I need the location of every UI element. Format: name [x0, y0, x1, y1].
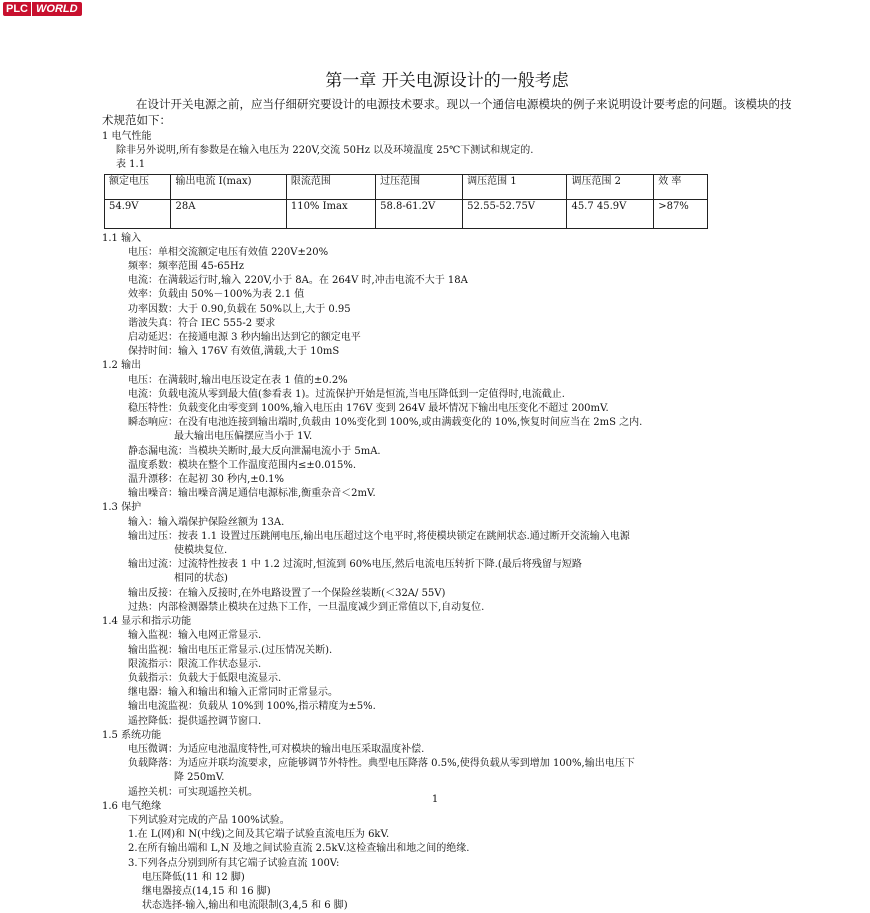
- table-cell: 45.7 45.9V: [567, 199, 654, 228]
- output-spec-line: 静态漏电流：当模块关断时,最大反向泄漏电流小于 5mA.: [128, 445, 381, 457]
- input-spec-line: 效率：负载由 50%－100%为表 2.1 值: [128, 289, 305, 301]
- section-1-note: 除非另外说明,所有参数是在输入电压为 220V,交流 50Hz 以及环境温度 25℃下测试和规定的.: [116, 145, 534, 157]
- section-1-6-heading: 1.6 电气绝缘: [102, 800, 162, 812]
- table-row: [105, 199, 708, 228]
- input-spec-line: 电流：在满载运行时,输入 220V,小于 8A。在 264V 时,冲击电流不大于 18A: [128, 275, 468, 287]
- output-spec-line: 电流：负载电流从零到最大值(参看表 1)。过流保护开始是恒流,当电压降低到一定值得时,电流截止.: [128, 388, 565, 400]
- document-page: [102, 70, 792, 913]
- input-spec-line: 启动延迟：在接通电源 3 秒内输出达到它的额定电平: [128, 332, 361, 344]
- input-spec-line: 频率：频率范围 45-65Hz: [128, 261, 244, 273]
- insulation-spec-line: 2.在所有输出端和 L,N 及地之间试验直流 2.5kV.这检查输出和地之间的绝缘.: [128, 843, 470, 855]
- table-header: 限流范围: [286, 174, 375, 199]
- table-caption: 表 1.1: [116, 159, 146, 171]
- table-cell: >87%: [654, 199, 708, 228]
- insulation-test-point: 状态选择-输入,输出和电流限制(3,4,5 和 6 脚): [142, 900, 348, 912]
- section-1-4-heading: 1.4 显示和指示功能: [102, 616, 192, 628]
- section-1-5-heading: 1.5 系统功能: [102, 729, 162, 741]
- table-header: 调压范围 2: [567, 174, 654, 199]
- plcworld-logo: [3, 2, 82, 16]
- system-spec-line: 遥控关机：可实现遥控关机。: [128, 786, 258, 798]
- input-spec-line: 保持时间：输入 176V 有效值,满载,大于 10mS: [128, 346, 340, 358]
- output-spec-line: 电压：在满载时,输出电压设定在表 1 值的±0.2%: [128, 374, 348, 386]
- output-spec-continuation: 最大输出电压偏摆应当小于 1V.: [174, 431, 313, 443]
- protection-spec-continuation: 相同的状态): [174, 573, 228, 585]
- output-spec-line: 稳压特性：负载变化由零变到 100%,输入电压由 176V 变到 264V 最坏情况下输出电压变化不超过 200mV.: [128, 403, 609, 415]
- section-1-heading: 1 电气性能: [102, 131, 152, 142]
- indicator-spec-line: 输出监视：输出电压正常显示.(过压情况关断).: [128, 644, 333, 656]
- table-cell: 110% Imax: [286, 199, 375, 228]
- table-header: 额定电压: [105, 174, 171, 199]
- protection-spec-line: 输出过流：过流特性按表 1 中 1.2 过流时,恒流到 60%电压,然后电流电压转折下降.(最后将残留与短路: [128, 559, 582, 571]
- section-1-1-heading: 1.1 输入: [102, 232, 142, 244]
- input-spec-line: 功率因数：大于 0.90,负载在 50%以上,大于 0.95: [128, 303, 351, 315]
- protection-spec-continuation: 使模块复位.: [174, 545, 228, 557]
- table-header: 过压范围: [376, 174, 463, 199]
- insulation-spec-line: 下列试验对完成的产品 100%试验。: [128, 814, 290, 826]
- protection-spec-line: 输出反接：在输入反接时,在外电路设置了一个保险丝装断(＜32A/ 55V): [128, 587, 446, 599]
- table-cell: 58.8-61.2V: [376, 199, 463, 228]
- protection-spec-line: 输入：输入端保护保险丝额为 13A.: [128, 516, 285, 528]
- spec-table: [104, 174, 708, 229]
- table-cell: 28A: [171, 199, 286, 228]
- indicator-spec-line: 负载指示：负载大于低限电流显示.: [128, 672, 282, 684]
- output-spec-line: 温度系数：模块在整个工作温度范围内≤±0.015%.: [128, 459, 357, 471]
- intro-paragraph: 在设计开关电源之前，应当仔细研究要设计的电源技术要求。现以一个通信电源模块的例子来说明设计要考虑的问题。该模块的技术规范如下：: [102, 97, 792, 127]
- indicator-spec-line: 输出电流监视：负载从 10%到 100%,指示精度为±5%.: [128, 701, 376, 713]
- insulation-spec-line: 1.在 L(网)和 N(中线)之间及其它端子试验直流电压为 6kV.: [128, 829, 390, 841]
- system-spec-line: 负载降落：为适应并联均流要求，应能够调节外特性。典型电压降落 0.5%,使得负载从零到增加 100%,输出电压下: [128, 758, 635, 770]
- table-cell: 54.9V: [105, 199, 171, 228]
- table-header: 输出电流 I(max): [171, 174, 286, 199]
- protection-spec-line: 过热：内部检测器禁止模块在过热下工作，一旦温度减少到正常值以下,自动复位.: [128, 601, 485, 613]
- input-spec-line: 谐波失真：符合 IEC 555-2 要求: [128, 317, 276, 329]
- indicator-spec-line: 继电器：输入和输出和输入正常同时正常显示。: [128, 687, 338, 699]
- page-number: 1: [431, 794, 439, 805]
- table-header: 效 率: [654, 174, 708, 199]
- protection-spec-line: 输出过压：按表 1.1 设置过压跳闸电压,输出电压超过这个电平时,将使模块锁定在跳闸状态.通过断开交流输入电源: [128, 530, 630, 542]
- output-spec-line: 瞬态响应：在没有电池连接到输出端时,负载由 10%变化到 100%,或由满载变化的 10%,恢复时间应当在 2mS 之内.: [128, 417, 643, 429]
- chapter-title: 第一章 开关电源设计的一般考虑: [325, 71, 569, 91]
- section-1-3-heading: 1.3 保护: [102, 502, 142, 514]
- insulation-test-point: 继电器接点(14,15 和 16 脚): [142, 885, 271, 897]
- system-spec-line: 电压微调：为适应电池温度特性,可对模块的输出电压采取温度补偿.: [128, 743, 425, 755]
- insulation-spec-line: 3.下列各点分别到所有其它端子试验直流 100V:: [128, 857, 340, 869]
- table-header-row: [105, 174, 708, 199]
- logo-world: WORLD: [32, 2, 82, 16]
- insulation-test-point: 电压降低(11 和 12 脚): [142, 871, 245, 883]
- indicator-spec-line: 输入监视：输入电网正常显示.: [128, 630, 262, 642]
- table-cell: 52.55-52.75V: [463, 199, 567, 228]
- table-header: 调压范围 1: [463, 174, 567, 199]
- input-spec-line: 电压：单相交流额定电压有效值 220V±20%: [128, 246, 329, 258]
- logo-plc: PLC: [3, 2, 31, 16]
- output-spec-line: 温升漂移：在起初 30 秒内,±0.1%: [128, 474, 285, 486]
- indicator-spec-line: 限流指示：限流工作状态显示.: [128, 658, 262, 670]
- section-1-2-heading: 1.2 输出: [102, 360, 142, 372]
- output-spec-line: 输出噪音：输出噪音满足通信电源标准,衡重杂音＜2mV.: [128, 488, 376, 500]
- system-spec-continuation: 降 250mV.: [174, 772, 225, 784]
- indicator-spec-line: 遥控降低：提供遥控调节窗口.: [128, 715, 262, 727]
